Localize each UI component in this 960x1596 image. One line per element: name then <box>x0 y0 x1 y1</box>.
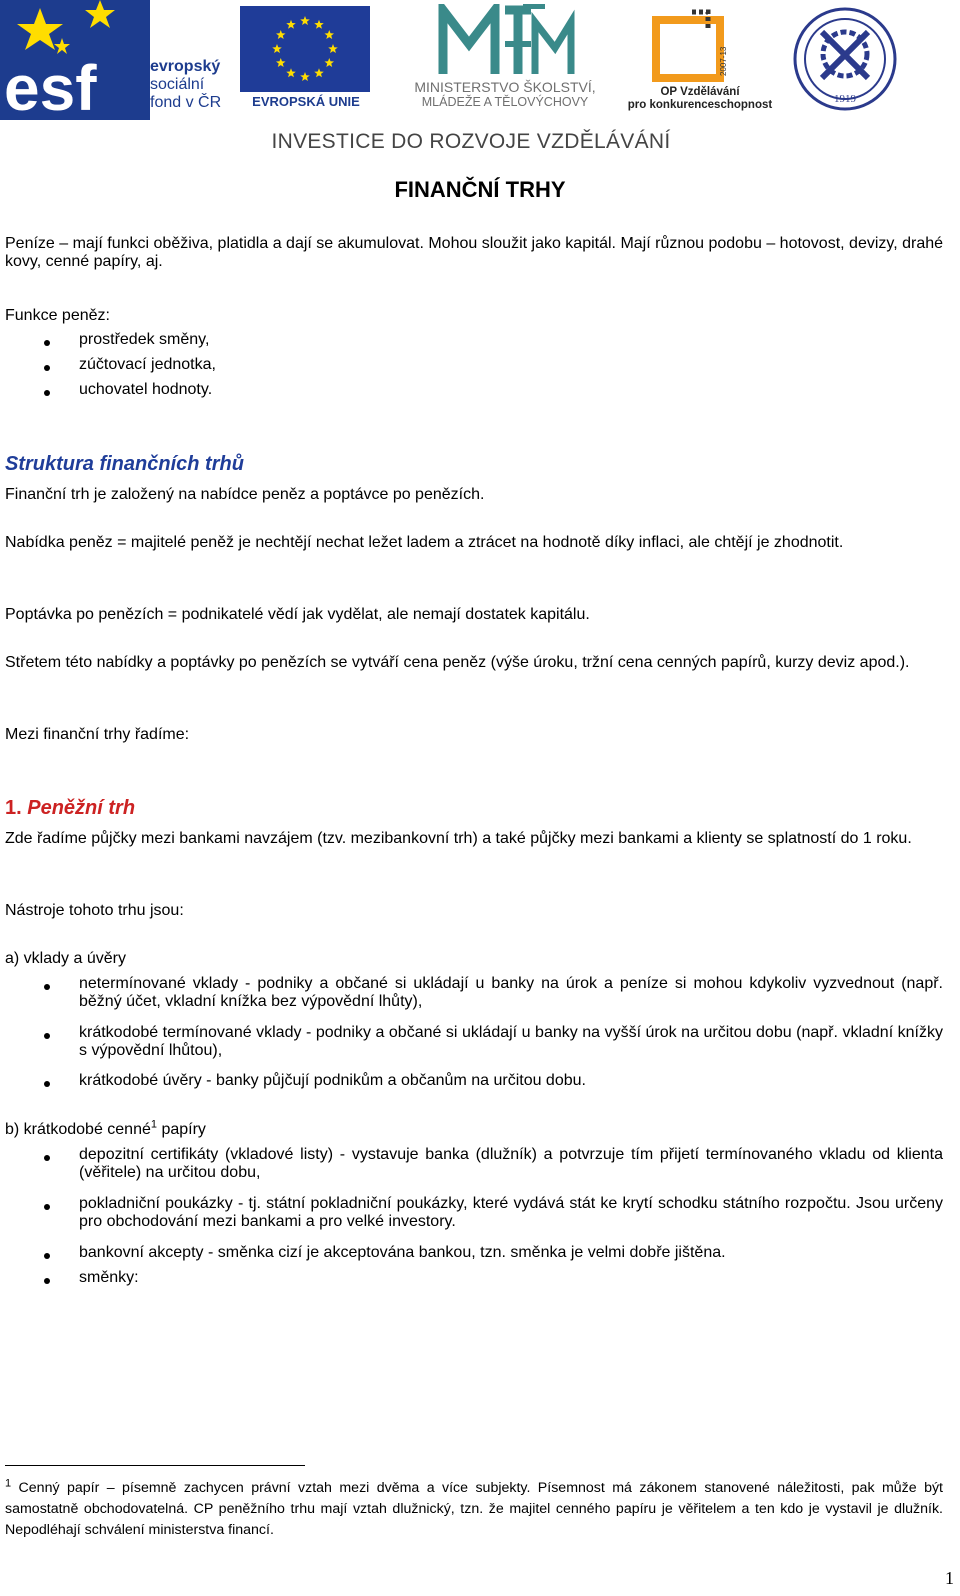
op-emblem-icon <box>650 6 740 86</box>
list-bullet <box>44 365 52 373</box>
esf-emblem-icon <box>0 0 150 120</box>
list-bullet <box>44 1278 52 1286</box>
msmt-line-2: MLÁDEŽE A TĚLOVÝCHOVY <box>421 95 589 109</box>
school-seal-year: 1919 <box>834 93 856 105</box>
svg-text:esf: esf <box>4 52 97 120</box>
list-bullet <box>44 1155 52 1163</box>
structure-paragraph-4: Střetem této nabídky a poptávky po penězích se vytváří cena peněz (výše úroku, tržní cena cenných papírů, kurzy deviz apod.). <box>5 654 910 671</box>
esf-line-2: sociální <box>150 76 205 93</box>
subsection-a-heading: a) vklady a úvěry <box>5 950 126 967</box>
money-market-paragraph-1: Zde řadíme půjčky mezi bankami navzájem (tzv. mezibankovní trh) a také půjčky mezi bankami a klienty se splatností do 1 roku. <box>5 830 912 847</box>
footnote <box>5 1478 943 1541</box>
footnote-reference[interactable]: 1 <box>150 1118 157 1131</box>
svg-text:2007-13: 2007-13 <box>719 46 728 76</box>
list-item: prostředek směny, <box>79 331 210 348</box>
section-heading-money-market <box>5 797 135 820</box>
header-logos <box>0 0 960 160</box>
subsection-b-heading <box>5 1118 943 1139</box>
op-line-2: pro konkurenceschopnost <box>627 99 773 111</box>
list-item: netermínované vklady - podniky a občané si ukládají u banky na úrok a peníze si mohou kdykoliv vyzvednout (např. běžný účet, vkladní knížka bez výpovědní lhůty), <box>79 975 943 1010</box>
footnote-text: Cenný papír – písemně zachycen právní vztah mezi dvěma a více subjekty. Písemnost má zákonem stanovené náležitosti, pak může být samostatně obchodovatelná. CP peněžního trhu mají vztah dlužnický, tzn. že majitel cenného papíru je věřitelem a ten kdo je vystavil je dlužník. Nepodléhají schválení ministerstva financí. <box>5 1480 943 1538</box>
school-seal-logo <box>790 4 900 114</box>
intro-paragraph: Peníze – mají funkci oběživa, platidla a dají se akumulovat. Mohou sloužit jako kapitál. Mají různou podobu – hotovost, devizy, drahé kovy, cenné papíry, aj. <box>5 235 944 270</box>
subsection-b-text-end: papíry <box>157 1121 206 1138</box>
functions-heading: Funkce peněz: <box>5 307 110 324</box>
eu-logo-caption: EVROPSKÁ UNIE <box>252 94 360 109</box>
footnote-mark: 1 <box>5 1477 12 1490</box>
msmt-logo <box>435 4 575 80</box>
msmt-line-1: MINISTERSTVO ŠKOLSTVÍ, <box>414 79 596 95</box>
structure-paragraph-5: Mezi finanční trhy řadíme: <box>5 726 190 743</box>
list-bullet <box>44 1204 52 1212</box>
list-item: zúčtovací jednotka, <box>79 356 216 373</box>
subsection-b-text: b) krátkodobé cenné <box>5 1121 151 1138</box>
money-market-paragraph-2: Nástroje tohoto trhu jsou: <box>5 902 184 919</box>
op-line-1: OP Vzdělávání <box>660 86 740 98</box>
structure-paragraph-2: Nabídka peněz = majitelé peněž je nechtějí nechat ležet ladem a ztrácet na hodnotě díky inflaci, ale chtějí je zhodnotit. <box>5 534 844 551</box>
esf-line-1: evropský <box>150 58 221 75</box>
list-item: uchovatel hodnoty. <box>79 381 213 398</box>
list-item: pokladniční poukázky - tj. státní pokladniční poukázky, které vydává stát ke krytí schodku státního rozpočtu. Jsou určeny pro obchodování mezi bankami a pro velké investory. <box>79 1195 943 1230</box>
msmt-emblem-icon <box>435 4 575 80</box>
list-item: krátkodobé termínované vklady - podniky a občané si ukládají u banky na vyšší úrok na určitou dobu (např. vkladní knížky s výpovědní lhůtou), <box>79 1024 943 1059</box>
list-item: depozitní certifikáty (vkladové listy) - vystavuje banka (dlužník) a potvrzuje tím přijetí termínovaného vkladu od klienta (věřitele) na určitou dobu, <box>79 1146 943 1181</box>
page-title: FINANČNÍ TRHY <box>394 177 566 202</box>
page-number: 1 <box>945 1568 954 1588</box>
op-logo <box>650 6 740 86</box>
list-bullet <box>44 1033 52 1041</box>
esf-logo-text <box>150 58 221 112</box>
section-heading-structure: Struktura finančních trhů <box>5 453 244 475</box>
section-number: 1. <box>5 797 22 819</box>
op-logo-caption <box>625 86 775 112</box>
list-bullet <box>44 340 52 348</box>
structure-paragraph-1: Finanční trh je založený na nabídce peněz a poptávce po penězích. <box>5 486 485 503</box>
list-item: směnky: <box>79 1269 139 1286</box>
section-title: Peněžní trh <box>27 797 136 819</box>
list-bullet <box>44 1253 52 1261</box>
esf-line-3: fond v ČR <box>150 94 222 111</box>
list-bullet <box>44 1081 52 1089</box>
structure-paragraph-3: Poptávka po penězích = podnikatelé vědí jak vydělat, ale nemají dostatek kapitálu. <box>5 606 590 623</box>
list-item: krátkodobé úvěry - banky půjčují podnikům a občanům na určitou dobu. <box>79 1072 586 1089</box>
school-seal-icon <box>790 4 900 114</box>
list-bullet <box>44 984 52 992</box>
footnote-separator <box>5 1465 305 1466</box>
msmt-logo-caption <box>400 80 610 110</box>
list-bullet <box>44 390 52 398</box>
header-banner: INVESTICE DO ROZVOJE VZDĚLÁVÁNÍ <box>271 130 671 153</box>
esf-logo <box>0 0 235 120</box>
eu-flag-icon <box>240 6 370 92</box>
list-item: bankovní akcepty - směnka cizí je akceptována bankou, tzn. směnka je velmi dobře jištěna. <box>79 1244 726 1261</box>
